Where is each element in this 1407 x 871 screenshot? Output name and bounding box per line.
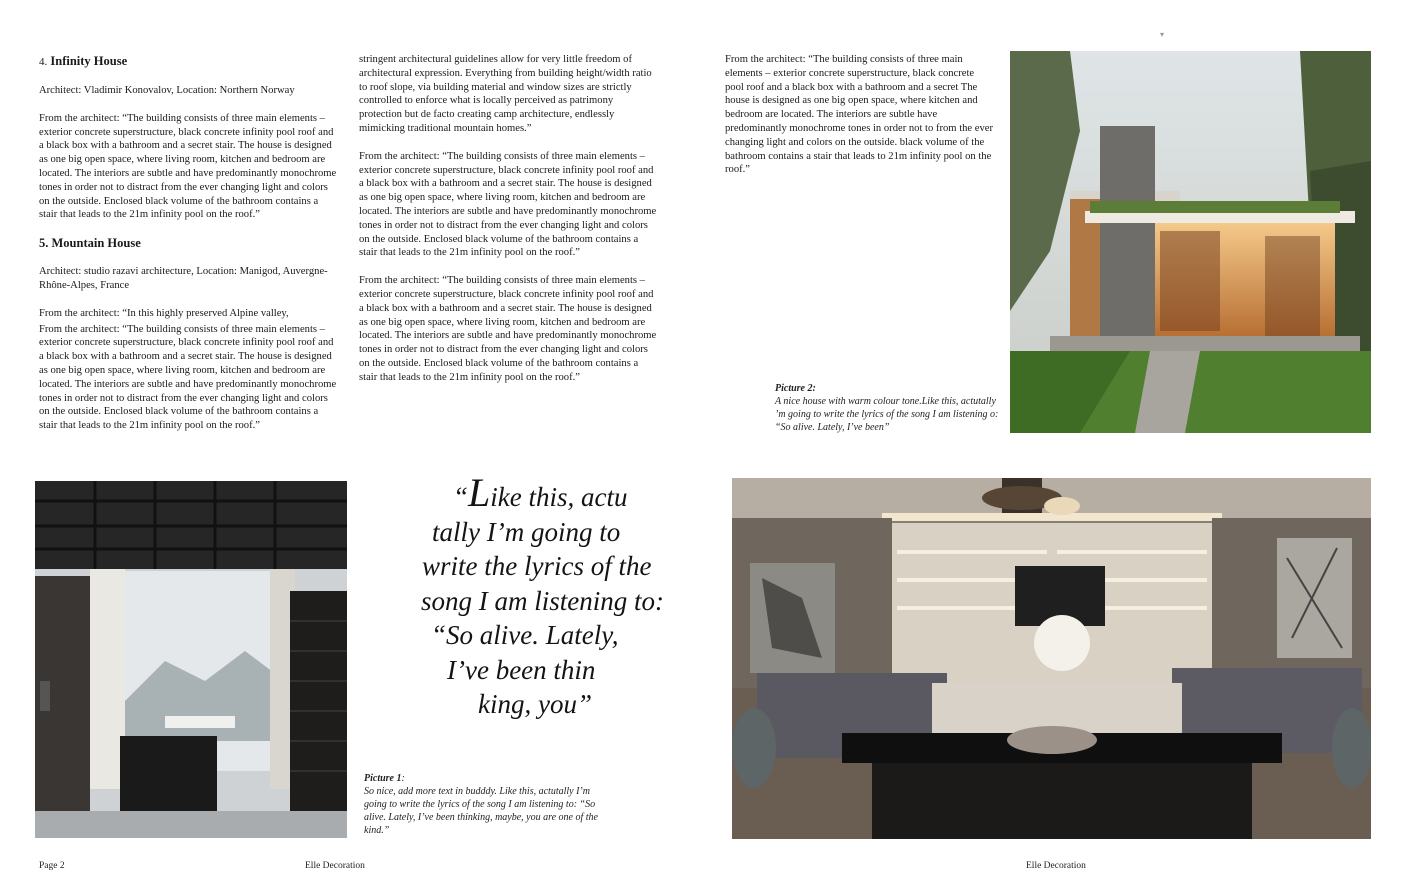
caption-body: So nice, add more text in budddy. Like this, actutally I’m going to write the lyrics of the song I am listening to: “So alive. Lately, I’ve been thinking, maybe, you are one of the kind.”: [364, 786, 598, 836]
section-meta: Architect: Vladimir Konovalov, Location: Northern Norway: [39, 85, 295, 96]
column-paragraph: stringent architectural guidelines allow for very little freedom of architectural expression. Everything from building height/width ratio to roof slope, via building material and window sizes are strictly controlled to enforce what is locally perceived as patrimony protection but de facto creating camp architecture, endlessly mimicking traditional mountain homes.”: [359, 54, 652, 134]
magazine-name-left: Elle Decoration: [305, 861, 365, 871]
caption-title: Picture 1: [364, 773, 402, 784]
section-heading-infinity-house: [39, 54, 337, 70]
caption-title: Picture 2:: [775, 383, 816, 394]
quote-line: I’ve been thin: [447, 654, 596, 685]
quote-line: tally I’m going to: [432, 516, 621, 547]
kitchen-interior-photo: [35, 481, 347, 838]
quote-line: song I am listening to:: [421, 585, 664, 616]
section-title: Infinity House: [50, 54, 128, 68]
page-number: Page 2: [39, 861, 65, 871]
pull-quote: [405, 470, 705, 722]
picture-2-caption: [775, 382, 1000, 434]
column-paragraph: From the architect: “The building consists of three main elements – exterior concrete superstructure, black concrete infinity pool roof and a black box with a bathroom and a secret stair. The house is designed as one big open space, where living room, kitchen and bedroom are located. The interiors are subtle and have predominantly monochrome tones in order not to distract from the ever changing light and colors on the outside. Enclosed black volume of the bathroom contains a stair that leads to the 21m infinity pool on the roof.”: [359, 275, 657, 383]
page-mark: ▾: [1160, 30, 1165, 39]
article-column-1: [39, 54, 337, 447]
quote-line: king, you”: [478, 689, 592, 719]
section-heading-mountain-house: 5. Mountain House: [39, 236, 141, 251]
quote-line: “So alive. Lately,: [431, 620, 619, 650]
magazine-name-right: Elle Decoration: [1026, 861, 1086, 871]
quote-line: “Like this, actu: [453, 470, 628, 515]
living-room-photo: [732, 478, 1371, 839]
section-intro: From the architect: “In this highly preserved Alpine valley,: [39, 307, 289, 319]
section-meta: Architect: studio razavi architecture, Location: Manigod, Auvergne-Rhône-Alpes, France: [39, 266, 328, 291]
caption-body: A nice house with warm colour tone.Like this, actutally ’m going to write the lyrics of the song I am listening o: “So alive. Lately, I’ve been”: [775, 396, 999, 433]
picture-1-caption: Picture 1: So nice, add more text in budddy. Like this, actutally I’m going to write the lyrics of the song I am listening to: “So alive. Lately, I’ve been thinking, maybe, you are one of the kind.”: [364, 772, 609, 837]
section-body: From the architect: “The building consists of three main elements – exterior concrete superstructure, black concrete infinity pool roof and a black box with a bathroom and a secret stair. The house is designed as one big open space, where living room, kitchen and bedroom are located. The interiors are subtle and have predominantly monochrome tones in order not to distract from the ever changing light and colors on the outside. Enclosed black volume of the bathroom contains a stair that leads to the 21m infinity pool on the roof.”: [39, 323, 337, 432]
column-paragraph: From the architect: “The building consists of three main elements – exterior concrete superstructure, black concrete infinity pool roof and a black box with a bathroom and a secret stair. The house is designed as one big open space, where living room, kitchen and bedroom are located. The interiors are subtle and have predominantly monochrome tones in order not to distract from the ever changing light and colors on the outside. Enclosed black volume of the bathroom contains a stair that leads to the 21m infinity pool on the roof.”: [359, 150, 657, 259]
section-body: From the architect: “The building consists of three main elements – exterior concrete superstructure, black concrete infinity pool roof and a black box with a bathroom and a secret stair. The house is designed as one big open space, where living room, kitchen and bedroom are located. The interiors are subtle and have predominantly monochrome tones in order not to distract from the ever changing light and colors on the outside. Enclosed black volume of the bathroom contains a stair that leads to the 21m infinity pool on the roof.”: [39, 112, 337, 221]
column-paragraph: From the architect: “The building consists of three main elements – exterior concrete superstructure, black concrete pool roof and a black box with a bathroom and a secret The house is designed as one big open space, where kitchen and bedroom are located. The interiors are subtle have predominantly monochrome tones in order not to from the ever changing light and colors on the outside. black volume of the bathroom contains a stair that leads to 21m infinity pool on the roof.”: [725, 54, 994, 176]
quote-line: write the lyrics of the: [422, 551, 652, 581]
house-exterior-photo: [1010, 51, 1371, 433]
section-number: 4.: [39, 56, 48, 68]
article-column-2: [359, 53, 657, 399]
article-column-3: [725, 53, 995, 191]
